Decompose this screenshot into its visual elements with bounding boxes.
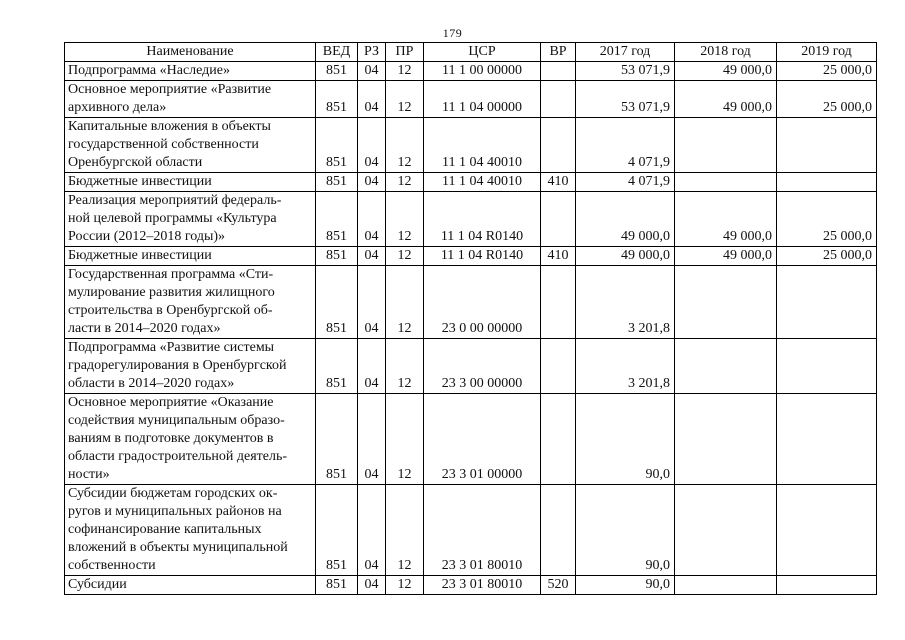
cell-2019: 25 000,0 bbox=[777, 81, 877, 118]
cell-rz: 04 bbox=[358, 81, 386, 118]
cell-name: Государственная программа «Сти- мулирование развития жилищного строительства в Оренбургской об- ласти в 2014–2020 годах» bbox=[65, 266, 316, 339]
cell-csr: 11 1 04 00000 bbox=[424, 81, 541, 118]
cell-csr: 23 3 00 00000 bbox=[424, 339, 541, 394]
cell-vr bbox=[541, 62, 576, 81]
cell-ved: 851 bbox=[316, 485, 358, 576]
cell-2019 bbox=[777, 485, 877, 576]
cell-name: Капитальные вложения в объекты государственной собственности Оренбургской области bbox=[65, 118, 316, 173]
cell-ved: 851 bbox=[316, 192, 358, 247]
cell-pr: 12 bbox=[386, 62, 424, 81]
cell-vr bbox=[541, 485, 576, 576]
cell-2018 bbox=[675, 173, 777, 192]
cell-2019: 25 000,0 bbox=[777, 192, 877, 247]
cell-ved: 851 bbox=[316, 62, 358, 81]
cell-rz: 04 bbox=[358, 62, 386, 81]
cell-name: Бюджетные инвестиции bbox=[65, 247, 316, 266]
table-row bbox=[65, 118, 877, 173]
cell-vr: 410 bbox=[541, 173, 576, 192]
cell-ved: 851 bbox=[316, 118, 358, 173]
cell-rz: 04 bbox=[358, 394, 386, 485]
cell-vr bbox=[541, 339, 576, 394]
cell-2018: 49 000,0 bbox=[675, 62, 777, 81]
col-header-csr: ЦСР bbox=[424, 43, 541, 62]
cell-vr: 520 bbox=[541, 576, 576, 595]
cell-ved: 851 bbox=[316, 247, 358, 266]
cell-pr: 12 bbox=[386, 118, 424, 173]
cell-2018 bbox=[675, 118, 777, 173]
budget-table bbox=[64, 42, 877, 595]
cell-2019 bbox=[777, 118, 877, 173]
cell-csr: 11 1 04 40010 bbox=[424, 118, 541, 173]
cell-rz: 04 bbox=[358, 118, 386, 173]
cell-rz: 04 bbox=[358, 173, 386, 192]
cell-csr: 11 1 04 R0140 bbox=[424, 247, 541, 266]
cell-ved: 851 bbox=[316, 266, 358, 339]
cell-pr: 12 bbox=[386, 394, 424, 485]
cell-ved: 851 bbox=[316, 394, 358, 485]
cell-2017: 90,0 bbox=[576, 576, 675, 595]
cell-rz: 04 bbox=[358, 485, 386, 576]
cell-2019 bbox=[777, 266, 877, 339]
cell-2019 bbox=[777, 394, 877, 485]
cell-2019: 25 000,0 bbox=[777, 247, 877, 266]
cell-csr: 23 3 01 80010 bbox=[424, 485, 541, 576]
table-row bbox=[65, 247, 877, 266]
cell-csr: 11 1 04 R0140 bbox=[424, 192, 541, 247]
cell-2017: 90,0 bbox=[576, 485, 675, 576]
cell-name: Подпрограмма «Наследие» bbox=[65, 62, 316, 81]
cell-pr: 12 bbox=[386, 81, 424, 118]
cell-rz: 04 bbox=[358, 576, 386, 595]
cell-rz: 04 bbox=[358, 247, 386, 266]
cell-name: Подпрограмма «Развитие системы градорегулирования в Оренбургской области в 2014–2020 годах» bbox=[65, 339, 316, 394]
cell-2018 bbox=[675, 394, 777, 485]
cell-rz: 04 bbox=[358, 266, 386, 339]
cell-vr bbox=[541, 394, 576, 485]
table-row bbox=[65, 339, 877, 394]
cell-pr: 12 bbox=[386, 173, 424, 192]
cell-name: Основное мероприятие «Оказание содействия муниципальным образо- ваниям в подготовке документов в области градостроительной деятель- ности» bbox=[65, 394, 316, 485]
cell-vr bbox=[541, 118, 576, 173]
cell-name: Реализация мероприятий федераль- ной целевой программы «Культура России (2012–2018 годы)» bbox=[65, 192, 316, 247]
col-header-2018: 2018 год bbox=[675, 43, 777, 62]
cell-csr: 23 3 01 80010 bbox=[424, 576, 541, 595]
cell-pr: 12 bbox=[386, 247, 424, 266]
cell-2017: 53 071,9 bbox=[576, 81, 675, 118]
cell-name: Бюджетные инвестиции bbox=[65, 173, 316, 192]
col-header-ved: ВЕД bbox=[316, 43, 358, 62]
table-row bbox=[65, 81, 877, 118]
cell-pr: 12 bbox=[386, 192, 424, 247]
cell-2017: 49 000,0 bbox=[576, 247, 675, 266]
cell-2017: 49 000,0 bbox=[576, 192, 675, 247]
cell-rz: 04 bbox=[358, 192, 386, 247]
cell-2017: 53 071,9 bbox=[576, 62, 675, 81]
cell-2018: 49 000,0 bbox=[675, 247, 777, 266]
cell-2017: 3 201,8 bbox=[576, 339, 675, 394]
header-row bbox=[65, 43, 877, 62]
table-row bbox=[65, 192, 877, 247]
table-row bbox=[65, 576, 877, 595]
col-header-vr: ВР bbox=[541, 43, 576, 62]
cell-pr: 12 bbox=[386, 485, 424, 576]
cell-vr: 410 bbox=[541, 247, 576, 266]
cell-2018: 49 000,0 bbox=[675, 81, 777, 118]
cell-2017: 90,0 bbox=[576, 394, 675, 485]
cell-ved: 851 bbox=[316, 576, 358, 595]
cell-name: Субсидии bbox=[65, 576, 316, 595]
cell-2019 bbox=[777, 173, 877, 192]
cell-2017: 4 071,9 bbox=[576, 118, 675, 173]
col-header-2019: 2019 год bbox=[777, 43, 877, 62]
cell-2018: 49 000,0 bbox=[675, 192, 777, 247]
cell-name: Субсидии бюджетам городских ок- ругов и муниципальных районов на софинансирование капитальных вложений в объекты муниципальной собственности bbox=[65, 485, 316, 576]
cell-csr: 11 1 00 00000 bbox=[424, 62, 541, 81]
cell-ved: 851 bbox=[316, 173, 358, 192]
cell-vr bbox=[541, 81, 576, 118]
cell-2019: 25 000,0 bbox=[777, 62, 877, 81]
cell-2018 bbox=[675, 339, 777, 394]
col-header-name: Наименование bbox=[65, 43, 316, 62]
cell-pr: 12 bbox=[386, 339, 424, 394]
col-header-2017: 2017 год bbox=[576, 43, 675, 62]
cell-ved: 851 bbox=[316, 339, 358, 394]
table-row bbox=[65, 485, 877, 576]
cell-pr: 12 bbox=[386, 576, 424, 595]
cell-pr: 12 bbox=[386, 266, 424, 339]
cell-2018 bbox=[675, 266, 777, 339]
cell-2017: 4 071,9 bbox=[576, 173, 675, 192]
cell-2017: 3 201,8 bbox=[576, 266, 675, 339]
cell-name: Основное мероприятие «Развитие архивного дела» bbox=[65, 81, 316, 118]
col-header-rz: РЗ bbox=[358, 43, 386, 62]
cell-2019 bbox=[777, 339, 877, 394]
cell-2018 bbox=[675, 485, 777, 576]
col-header-pr: ПР bbox=[386, 43, 424, 62]
cell-vr bbox=[541, 192, 576, 247]
cell-ved: 851 bbox=[316, 81, 358, 118]
table-row bbox=[65, 173, 877, 192]
cell-vr bbox=[541, 266, 576, 339]
cell-rz: 04 bbox=[358, 339, 386, 394]
table-row bbox=[65, 394, 877, 485]
page-number: 179 bbox=[442, 26, 463, 40]
table-row bbox=[65, 266, 877, 339]
cell-csr: 11 1 04 40010 bbox=[424, 173, 541, 192]
cell-csr: 23 0 00 00000 bbox=[424, 266, 541, 339]
cell-csr: 23 3 01 00000 bbox=[424, 394, 541, 485]
cell-2018 bbox=[675, 576, 777, 595]
cell-2019 bbox=[777, 576, 877, 595]
table-row bbox=[65, 62, 877, 81]
